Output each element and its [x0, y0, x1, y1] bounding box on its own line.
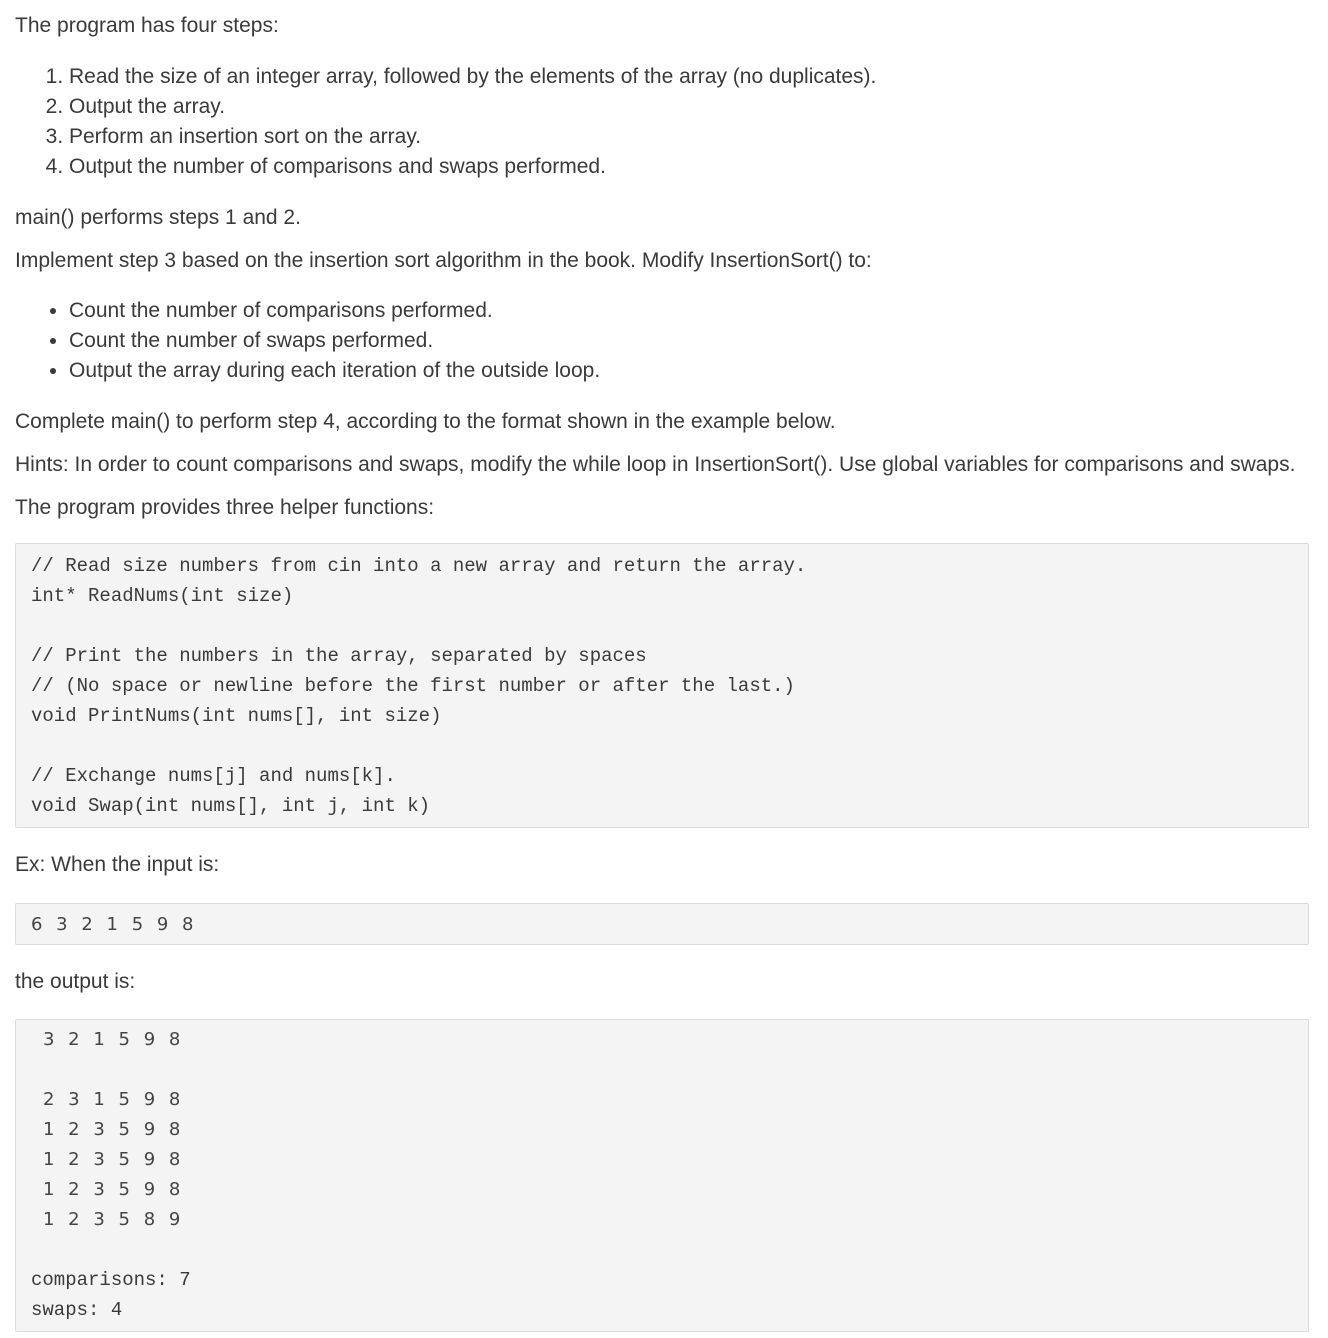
- step-item: 1. Read the size of an integer array, followed by the elements of the array (no duplicates).: [69, 62, 1309, 92]
- output-swaps: swaps: 4: [31, 1299, 123, 1321]
- code-comment: // Read size numbers from cin into a new array and return the array.: [31, 555, 807, 577]
- output-blank-line: [31, 1055, 1308, 1085]
- step-item: 2. Output the array.: [69, 92, 1309, 122]
- output-iteration-row: 1 2 3 5 9 8: [43, 1179, 185, 1200]
- example-input-block: [15, 903, 1309, 945]
- output-iteration-row: 2 3 1 5 9 8: [43, 1089, 185, 1110]
- complete-text: Complete main() to perform step 4, according to the format shown in the example below.: [15, 410, 836, 433]
- step-item: 3. Perform an insertion sort on the array.: [69, 122, 1309, 152]
- step-item: 4. Output the number of comparisons and swaps performed.: [69, 152, 1309, 182]
- intro-text: The program has four steps:: [15, 14, 279, 37]
- requirement-item: • Count the number of comparisons performed.: [69, 296, 1309, 326]
- code-blank-line: [31, 731, 1308, 761]
- example-output-block: [15, 1019, 1309, 1332]
- code-comment: // Exchange nums[j] and nums[k].: [31, 765, 396, 787]
- main-text: main() performs steps 1 and 2.: [15, 206, 301, 229]
- code-comment: // (No space or newline before the first number or after the last.): [31, 675, 795, 697]
- requirement-item: • Count the number of swaps performed.: [69, 326, 1309, 356]
- output-initial-array: 3 2 1 5 9 8: [43, 1029, 185, 1050]
- output-label: the output is:: [15, 970, 136, 993]
- implement-text: Implement step 3 based on the insertion sort algorithm in the book. Modify InsertionSort() to:: [15, 249, 872, 272]
- assignment-document: [15, 0, 1309, 1332]
- code-signature: void PrintNums(int nums[], int size): [31, 705, 442, 727]
- output-iteration-row: 1 2 3 5 8 9: [43, 1209, 185, 1230]
- output-blank-line: [31, 1235, 1308, 1265]
- code-blank-line: [31, 611, 1308, 641]
- requirements-list: [15, 296, 1309, 386]
- steps-list: [15, 62, 1309, 182]
- example-label: Ex: When the input is:: [15, 853, 220, 876]
- output-iteration-row: 1 2 3 5 9 8: [43, 1119, 185, 1140]
- code-comment: // Print the numbers in the array, separated by spaces: [31, 645, 647, 667]
- code-signature: void Swap(int nums[], int j, int k): [31, 795, 431, 817]
- code-signature: int* ReadNums(int size): [31, 585, 294, 607]
- hints-text: Hints: In order to count comparisons and swaps, modify the while loop in InsertionSort(). Use global variables for comparisons and swaps.: [15, 453, 1296, 476]
- output-comparisons: comparisons: 7: [31, 1269, 191, 1291]
- example-input-value: 6 3 2 1 5 9 8: [31, 914, 198, 935]
- output-iteration-row: 1 2 3 5 9 8: [43, 1149, 185, 1170]
- requirement-item: • Output the array during each iteration of the outside loop.: [69, 356, 1309, 386]
- helpers-text: The program provides three helper functions:: [15, 496, 435, 519]
- helper-functions-code-block: [15, 543, 1309, 828]
